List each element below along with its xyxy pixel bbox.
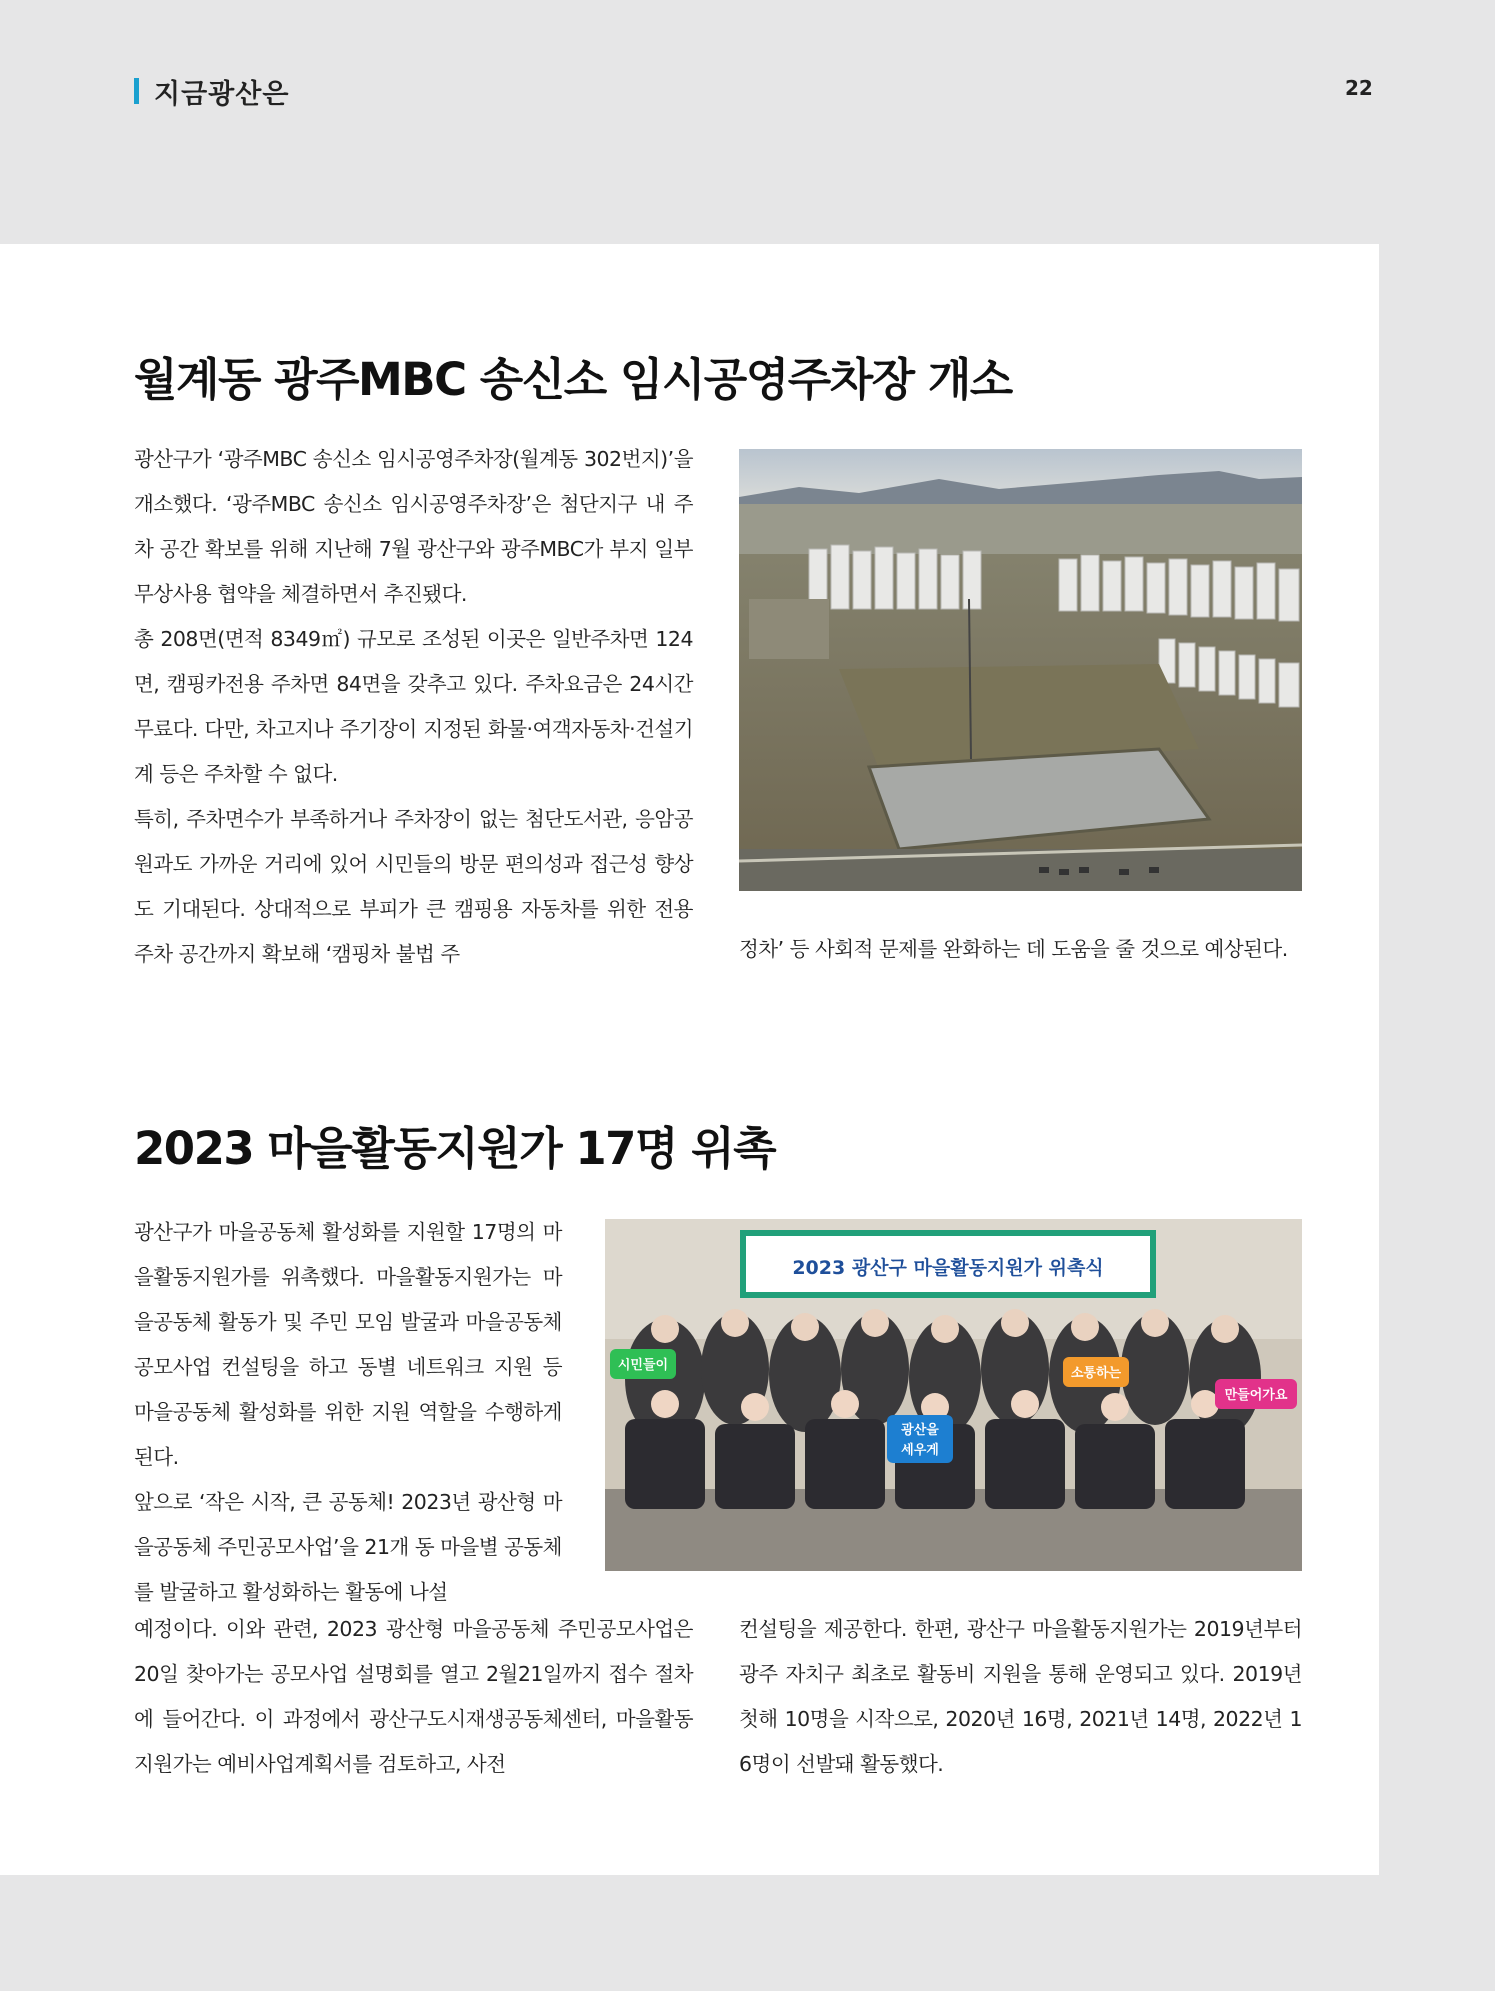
article1-paragraph-3: 특히, 주차면수가 부족하거나 주차장이 없는 첨단도서관, 응암공원과도 가까운 거리에 있어 시민들의 방문 편의성과 접근성 향상도 기대된다. 상대적으로 부피가 큰 캠핑용 자동차를 위한 전용 주차 공간까지 확보해 ‘캠핑차 불법 주 xyxy=(134,807,693,966)
article2-paragraph-2: 앞으로 ‘작은 시작, 큰 공동체! 2023년 광산형 마을공동체 주민공모사업’을 21개 동 마을별 공동체를 발굴하고 활성화하는 활동에 나설 xyxy=(134,1490,562,1604)
section-accent-bar xyxy=(134,78,139,104)
article2-title: 2023 마을활동지원가 17명 위촉 xyxy=(134,1122,776,1175)
photo-sign-4: 광산을 xyxy=(901,1423,939,1438)
article2-intro-column xyxy=(134,1210,562,1615)
photo-sign-5: 세우게 xyxy=(901,1443,939,1458)
article1-column-left xyxy=(134,437,693,977)
article1-paragraph-4: 정차’ 등 사회적 문제를 완화하는 데 도움을 줄 것으로 예상된다. xyxy=(739,937,1288,961)
article2-column-left xyxy=(134,1607,693,1787)
page-number: 22 xyxy=(1345,76,1373,100)
photo-sign-1: 시민들이 xyxy=(617,1358,669,1373)
photo-sign-2: 소통하는 xyxy=(1070,1366,1122,1381)
article1-column-right xyxy=(739,927,1302,972)
article2-column-right xyxy=(739,1607,1302,1787)
section-tag xyxy=(134,72,289,111)
section-label: 지금광산은 xyxy=(154,79,290,110)
article2-paragraph-1: 광산구가 마을공동체 활성화를 지원할 17명의 마을활동지원가를 위촉했다. 마을활동지원가는 마을공동체 활동가 및 주민 모임 발굴과 마을공동체 공모사업 컨설팅을 하고 동별 네트워크 지원 등 마을공동체 활성화를 위한 지원 역할을 수행하게 된다. xyxy=(134,1220,562,1469)
article2-paragraph-4: 컨설팅을 제공한다. 한편, 광산구 마을활동지원가는 2019년부터 광주 자치구 최초로 활동비 지원을 통해 운영되고 있다. 2019년 첫해 10명을 시작으로, 2020년 16명, 2021년 14명, 2022년 16명이 선발돼 활동했다. xyxy=(739,1617,1302,1776)
photo-banner-text: 2023 광산구 마을활동지원가 위촉식 xyxy=(792,1257,1104,1279)
article1-paragraph-2: 총 208면(면적 8349㎡) 규모로 조성된 이곳은 일반주차면 124면, 캠핑카전용 주차면 84면을 갖추고 있다. 주차요금은 24시간 무료다. 다만, 차고지나 주기장이 지정된 화물·여객자동차·건설기계 등은 주차할 수 없다. xyxy=(134,627,693,786)
article2-paragraph-3: 예정이다. 이와 관련, 2023 광산형 마을공동체 주민공모사업은 20일 찾아가는 공모사업 설명회를 열고 2월21일까지 접수 절차에 들어간다. 이 과정에서 광산구도시재생공동체센터, 마을활동지원가는 예비사업계획서를 검토하고, 사전 xyxy=(134,1617,693,1776)
article1-paragraph-1: 광산구가 ‘광주MBC 송신소 임시공영주차장(월계동 302번지)’을 개소했다. ‘광주MBC 송신소 임시공영주차장’은 첨단지구 내 주차 공간 확보를 위해 지난해 7월 광산구와 광주MBC가 부지 일부 무상사용 협약을 체결하면서 추진됐다. xyxy=(134,447,693,606)
ceremony-group-photo xyxy=(605,1219,1302,1571)
article1-title: 월계동 광주MBC 송신소 임시공영주차장 개소 xyxy=(134,353,1012,406)
photo-sign-3: 만들어가요 xyxy=(1224,1388,1288,1403)
parking-lot-aerial-photo xyxy=(739,449,1302,891)
